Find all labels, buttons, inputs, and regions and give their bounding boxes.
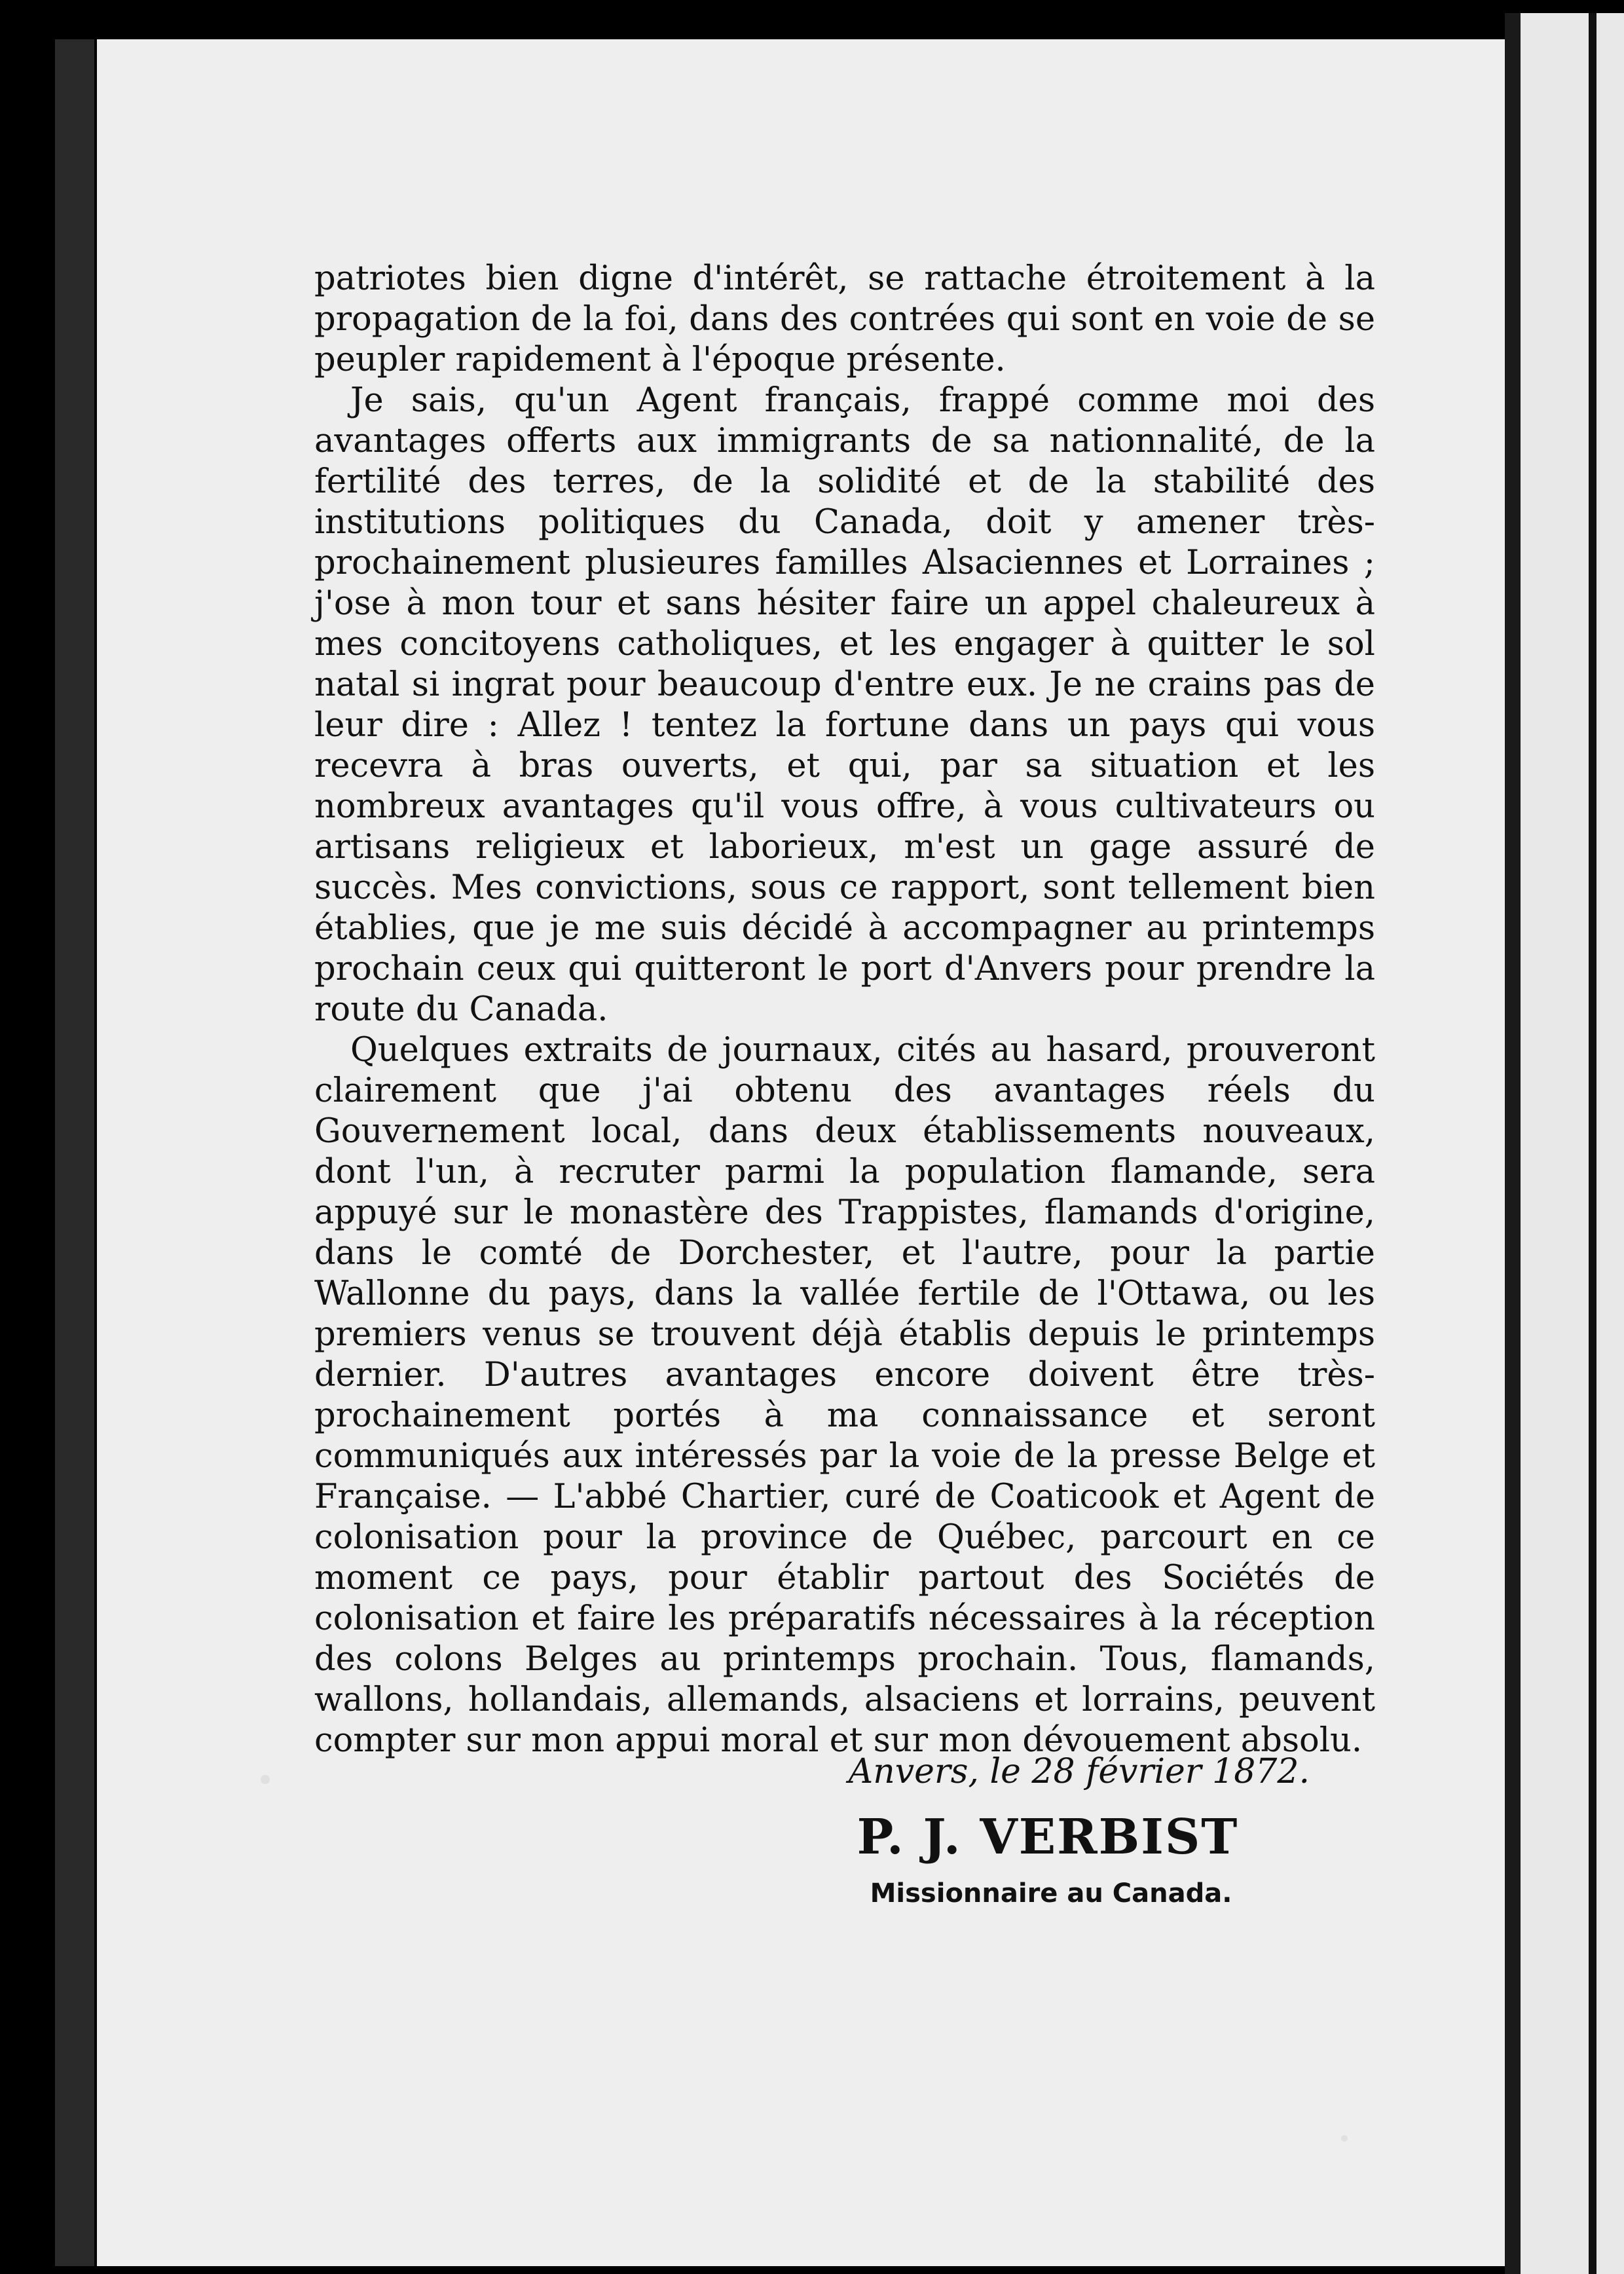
signature-name: P. J. VERBIST	[857, 1809, 1239, 1865]
book-binding	[1505, 13, 1521, 2274]
place-date: Anvers, le 28 février 1872.	[848, 1752, 1310, 1791]
paper-speck	[261, 1775, 270, 1784]
facing-page-shadow	[1589, 13, 1596, 2274]
signature-title: Missionnaire au Canada.	[870, 1878, 1232, 1909]
page-shadow-left	[55, 39, 94, 2266]
paragraph-1: patriotes bien digne d'intérêt, se rattache étroitement à la propagation de la foi, dans des contrées qui sont en voie de se peupler rapidement à l'époque présente.	[314, 259, 1375, 379]
paper-speck	[1341, 2135, 1348, 2142]
letter-body	[314, 259, 1375, 1761]
paragraph-3: Quelques extraits de journaux, cités au hasard, prouveront clairement que j'ai obtenu des avantages réels du Gouvernement local, dans deux établissements nouveaux, dont l'un, à recruter parmi la population flamande, sera appuyé sur le monastère des Trappistes, flamands d'origine, dans le comté de Dorchester, et l'autre, pour la partie Wallonne du pays, dans la vallée fertile de l'Ottawa, ou les premiers venus se trouvent déjà établis depuis le printemps dernier. D'autres avantages encore doivent être très-prochainement portés à ma connaissance et seront communiqués aux intéressés par la voie de la presse Belge et Française. — L'abbé Chartier, curé de Coaticook et Agent de colonisation pour la province de Québec, parcourt en ce moment ce pays, pour établir partout des Sociétés de colonisation et faire les préparatifs nécessaires à la réception des colons Belges au printemps prochain. Tous, flamands, wallons, hollandais, allemands, alsaciens et lorrains, peuvent compter sur mon appui moral et sur mon dévouement absolu.	[314, 1031, 1375, 1760]
facing-page-edge	[1521, 13, 1624, 2274]
paragraph-2: Je sais, qu'un Agent français, frappé comme moi des avantages offerts aux immigrants de sa nationnalité, de la fertilité des terres, de la solidité et de la stabilité des institutions politiques du Canada, doit y amener très-prochainement plusieures familles Alsaciennes et Lorraines ; j'ose à mon tour et sans hésiter faire un appel chaleureux à mes concitoyens catholiques, et les engager à quitter le sol natal si ingrat pour beaucoup d'entre eux. Je ne crains pas de leur dire : Allez ! tentez la fortune dans un pays qui vous recevra à bras ouverts, et qui, par sa situation et les nombreux avantages qu'il vous offre, à vous cultivateurs ou artisans religieux et laborieux, m'est un gage assuré de succès. Mes convictions, sous ce rapport, sont tellement bien établies, que je me suis décidé à accompagner au printemps prochain ceux qui quitteront le port d'Anvers pour prendre la route du Canada.	[314, 381, 1375, 1029]
